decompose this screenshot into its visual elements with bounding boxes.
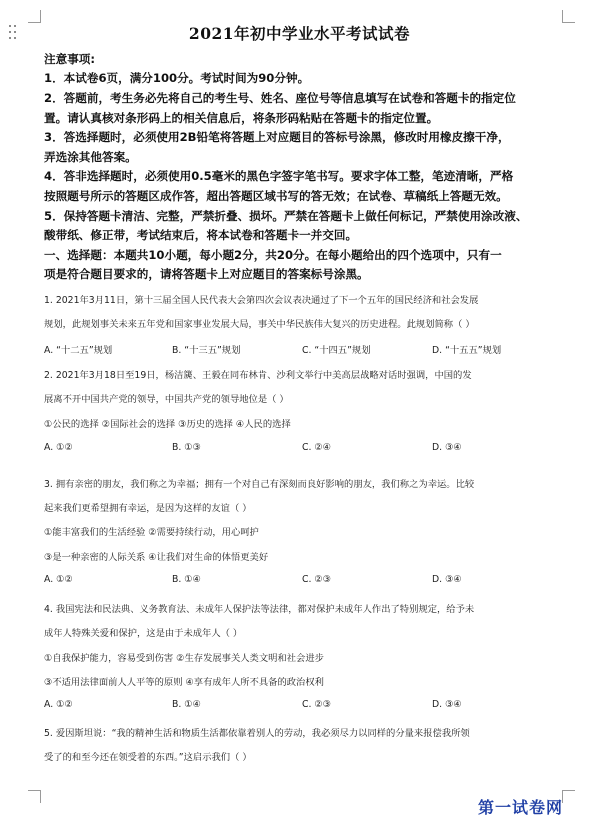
answer-option: A. ①② xyxy=(44,442,73,453)
section-heading: 一、选择题：本题共10小题，每小题2分，共20分。在每小题给出的四个选项中，只有一 xyxy=(44,248,502,262)
statement-list: ①公民的选择 ②国际社会的选择 ③历史的选择 ④人民的选择 xyxy=(44,419,291,430)
notice-line: 3．答选择题时，必须使用2B铅笔将答题上对应题目的答标号涂黑，修改时用橡皮擦干净， xyxy=(44,130,510,144)
answer-option: C. ②③ xyxy=(302,699,332,710)
answer-option: A. “十二五”规划 xyxy=(44,345,113,356)
statement-list: ③不适用法律面前人人平等的原则 ④享有成年人所不具备的政治权利 xyxy=(44,677,324,688)
statement-list: ①自我保护能力，容易受到伤害 ②生存发展事关人类文明和社会进步 xyxy=(44,653,324,664)
answer-option: B. “十三五”规划 xyxy=(172,345,241,356)
answer-option: B. ①③ xyxy=(172,442,201,453)
corner-mark xyxy=(562,790,575,803)
notice-line: 酸带纸、修正带，考试结束后，将本试卷和答题卡一并交回。 xyxy=(44,228,358,242)
answer-option: D. ③④ xyxy=(432,699,462,710)
question-text: 受了的和至今还在领受着的东西。”这启示我们（ ） xyxy=(44,752,252,763)
notice-line: 5．保持答题卡清洁、完整，严禁折叠、损坏。严禁在答题卡上做任何标记，严禁使用涂改液、 xyxy=(44,209,528,223)
question-text: 3. 拥有亲密的朋友，我们称之为幸福；拥有一个对自己有深刻而良好影响的朋友，我们称之为幸运。比较 xyxy=(44,479,475,490)
notice-line: 置。请认真核对条形码上的相关信息后，将条形码粘贴在答题卡的指定位置。 xyxy=(44,111,439,125)
statement-list: ①能丰富我们的生活经验 ②需要持续行动，用心呵护 xyxy=(44,527,259,538)
statement-list: ③是一种亲密的人际关系 ④让我们对生命的体悟更美好 xyxy=(44,552,269,563)
notice-line: 弄选涂其他答案。 xyxy=(44,150,137,164)
question-text: 起来我们更希望拥有幸运，是因为这样的友谊（ ） xyxy=(44,503,252,514)
question-text: 1. 2021年3月11日，第十三届全国人民代表大会第四次会议表决通过了下一个五年的国民经济和社会发展 xyxy=(44,295,479,306)
corner-mark xyxy=(28,790,41,803)
notice-heading: 注意事项: xyxy=(44,52,96,66)
site-watermark: 第一试卷网 xyxy=(478,798,564,817)
question-text: 5. 爱因斯坦说：“我的精神生活和物质生活都依靠着别人的劳动，我必须尽力以同样的分量来报偿我所领 xyxy=(44,728,470,739)
question-text: 4. 我国宪法和民法典、义务教育法、未成年人保护法等法律，都对保护未成年人作出了特别规定，给予未 xyxy=(44,604,475,615)
answer-option: B. ①④ xyxy=(172,574,201,585)
question-text: 成年人特殊关爱和保护，这是由于未成年人（ ） xyxy=(44,628,243,639)
question-text: 2. 2021年3月18日至19日，杨洁篪、王毅在同布林肯、沙利文举行中美高层战略对话时强调，中国的发 xyxy=(44,370,472,381)
notice-line: 1．本试卷6页，满分100分。考试时间为90分钟。 xyxy=(44,71,310,85)
notice-line: 4．答非选择题时，必须使用0.5毫米的黑色字签字笔书写。要求字体工整，笔迹清晰，严格 xyxy=(44,169,514,183)
notice-line: 按照题号所示的答题区成作答，超出答题区域书写的答无效；在试卷、草稿纸上答题无效。 xyxy=(44,189,508,203)
section-heading: 项是符合题目要求的，请将答题卡上对应题目的答案标号涂黑。 xyxy=(44,267,369,281)
answer-option: D. ③④ xyxy=(432,442,462,453)
answer-option: C. ②④ xyxy=(302,442,332,453)
answer-option: B. ①④ xyxy=(172,699,201,710)
answer-option: A. ①② xyxy=(44,574,73,585)
answer-option: A. ①② xyxy=(44,699,73,710)
notice-line: 2．答题前，考生务必先将自己的考生号、姓名、座位号等信息填写在试卷和答题卡的指定位 xyxy=(44,91,516,105)
answer-option: C. “十四五”规划 xyxy=(302,345,371,356)
question-text: 展离不开中国共产党的领导，中国共产党的领导地位是（ ） xyxy=(44,394,289,405)
question-text: 规划，此规划事关未来五年党和国家事业发展大局，事关中华民族伟大复兴的历史进程。此规划简称（ ） xyxy=(44,319,475,330)
page-title: 2021年初中学业水平考试试卷 xyxy=(188,24,411,43)
answer-option: D. “十五五”规划 xyxy=(432,345,502,356)
answer-option: C. ②③ xyxy=(302,574,332,585)
answer-option: D. ③④ xyxy=(432,574,462,585)
